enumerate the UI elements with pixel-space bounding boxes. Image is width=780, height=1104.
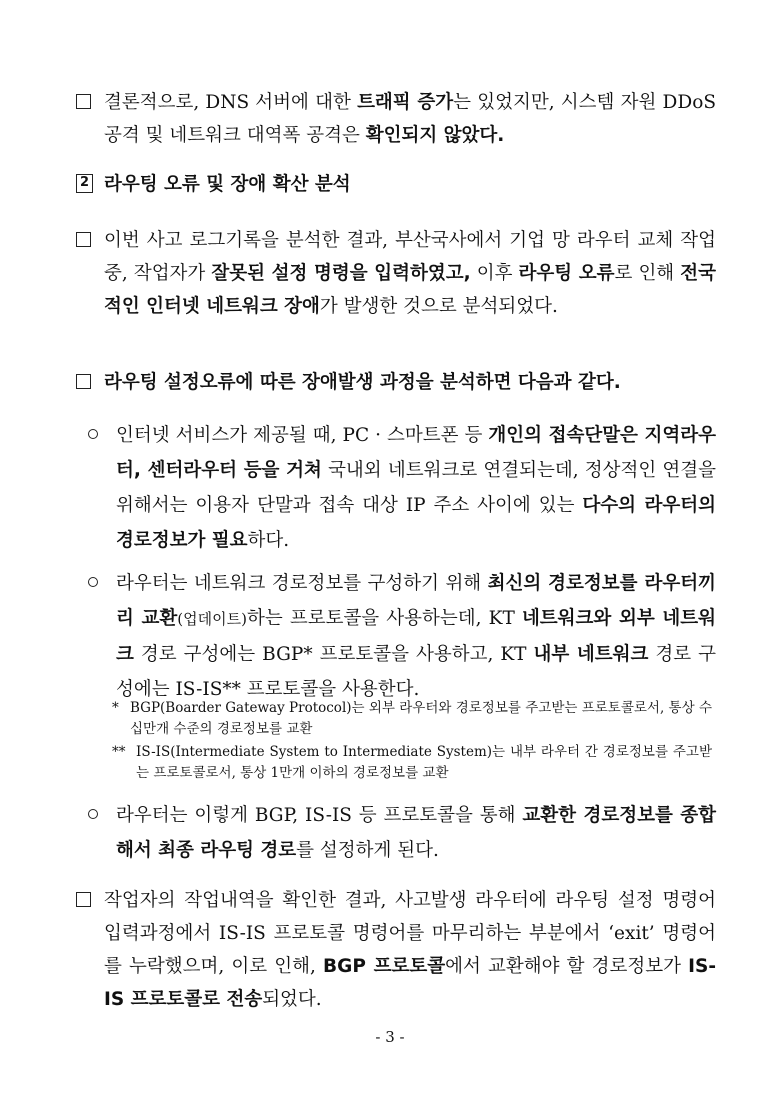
sub-item-text: 라우터는 네트워크 경로정보를 구성하기 위해 최신의 경로정보를 라우터끼리 교환(업데이트)하는 프로토콜을 사용하는데, KT 네트워크와 외부 네트워크 경로 구성에는 BGP* 프로토콜을 사용하고, KT 내부 네트워크 경로 구성에는 IS-IS** 프로토콜을 사용한다. [116,573,717,700]
sub-item-router-protocols [88,566,716,707]
paragraph-conclusion [76,86,716,152]
section-number: 2 [76,174,93,193]
sub-item-text: 라우터는 이렇게 BGP, IS-IS 등 프로토콜을 통해 교환한 경로정보를 종합해서 최종 라우팅 경로를 설정하게 된다. [116,805,716,861]
circle-bullet-icon [88,577,98,587]
checkbox-bullet-icon [76,892,91,907]
paragraph-analysis [76,224,716,323]
footnote-isis [112,742,712,784]
footnote-text: IS-IS(Intermediate System to Intermediate System)는 내부 라우터 간 경로정보를 주고받는 프로토콜로서, 통상 1만개 이하의 경로정보를 교환 [136,744,712,781]
checkbox-bullet-icon [76,232,91,247]
checkbox-bullet-icon [76,374,91,389]
paragraph-worker-error [76,884,716,1016]
paragraph-text: 이번 사고 로그기록을 분석한 결과, 부산국사에서 기업 망 라우터 교체 작업 중, 작업자가 잘못된 설정 명령을 입력하였고, 이후 라우팅 오류로 인해 전국적인 인터넷 네트워크 장애가 발생한 것으로 분석되었다. [104,230,716,317]
paragraph-process-intro [76,366,716,399]
footnote-bgp [112,698,712,740]
section-heading [76,168,716,201]
section-title: 라우팅 오류 및 장애 확산 분석 [104,174,351,195]
sub-item-routing-path [88,798,716,868]
footnote-marker: * [112,700,119,716]
paragraph-text: 라우팅 설정오류에 따른 장애발생 과정을 분석하면 다음과 같다. [104,372,621,393]
sub-item-text: 인터넷 서비스가 제공될 때, PC · 스마트폰 등 개인의 접속단말은 지역라우터, 센터라우터 등을 거쳐 국내외 네트워크로 연결되는데, 정상적인 연결을 위해서는 이용자 단말과 접속 대상 IP 주소 사이에 있는 다수의 라우터의 경로정보가 필요하다. [116,425,716,551]
circle-bullet-icon [88,429,98,439]
footnote-text: BGP(Boarder Gateway Protocol)는 외부 라우터와 경로정보를 주고받는 프로토콜로서, 통상 수십만개 수준의 경로정보를 교환 [130,700,712,737]
page-number: - 3 - [375,1028,405,1046]
footnote-marker: ** [112,744,126,760]
checkbox-bullet-icon [76,94,91,109]
sub-item-internet-service [88,418,716,558]
circle-bullet-icon [88,809,98,819]
paragraph-text: 결론적으로, DNS 서버에 대한 트래픽 증가는 있었지만, 시스템 자원 DDoS 공격 및 네트워크 대역폭 공격은 확인되지 않았다. [104,92,717,146]
paragraph-text: 작업자의 작업내역을 확인한 결과, 사고발생 라우터에 라우팅 설정 명령어 입력과정에서 IS-IS 프로토콜 명령어를 마무리하는 부분에서 ‘exit’ 명령어를 누락했으며, 이로 인해, BGP 프로토콜에서 교환해야 할 경로정보가 IS-IS 프로토콜로 전송되었다. [104,890,716,1010]
